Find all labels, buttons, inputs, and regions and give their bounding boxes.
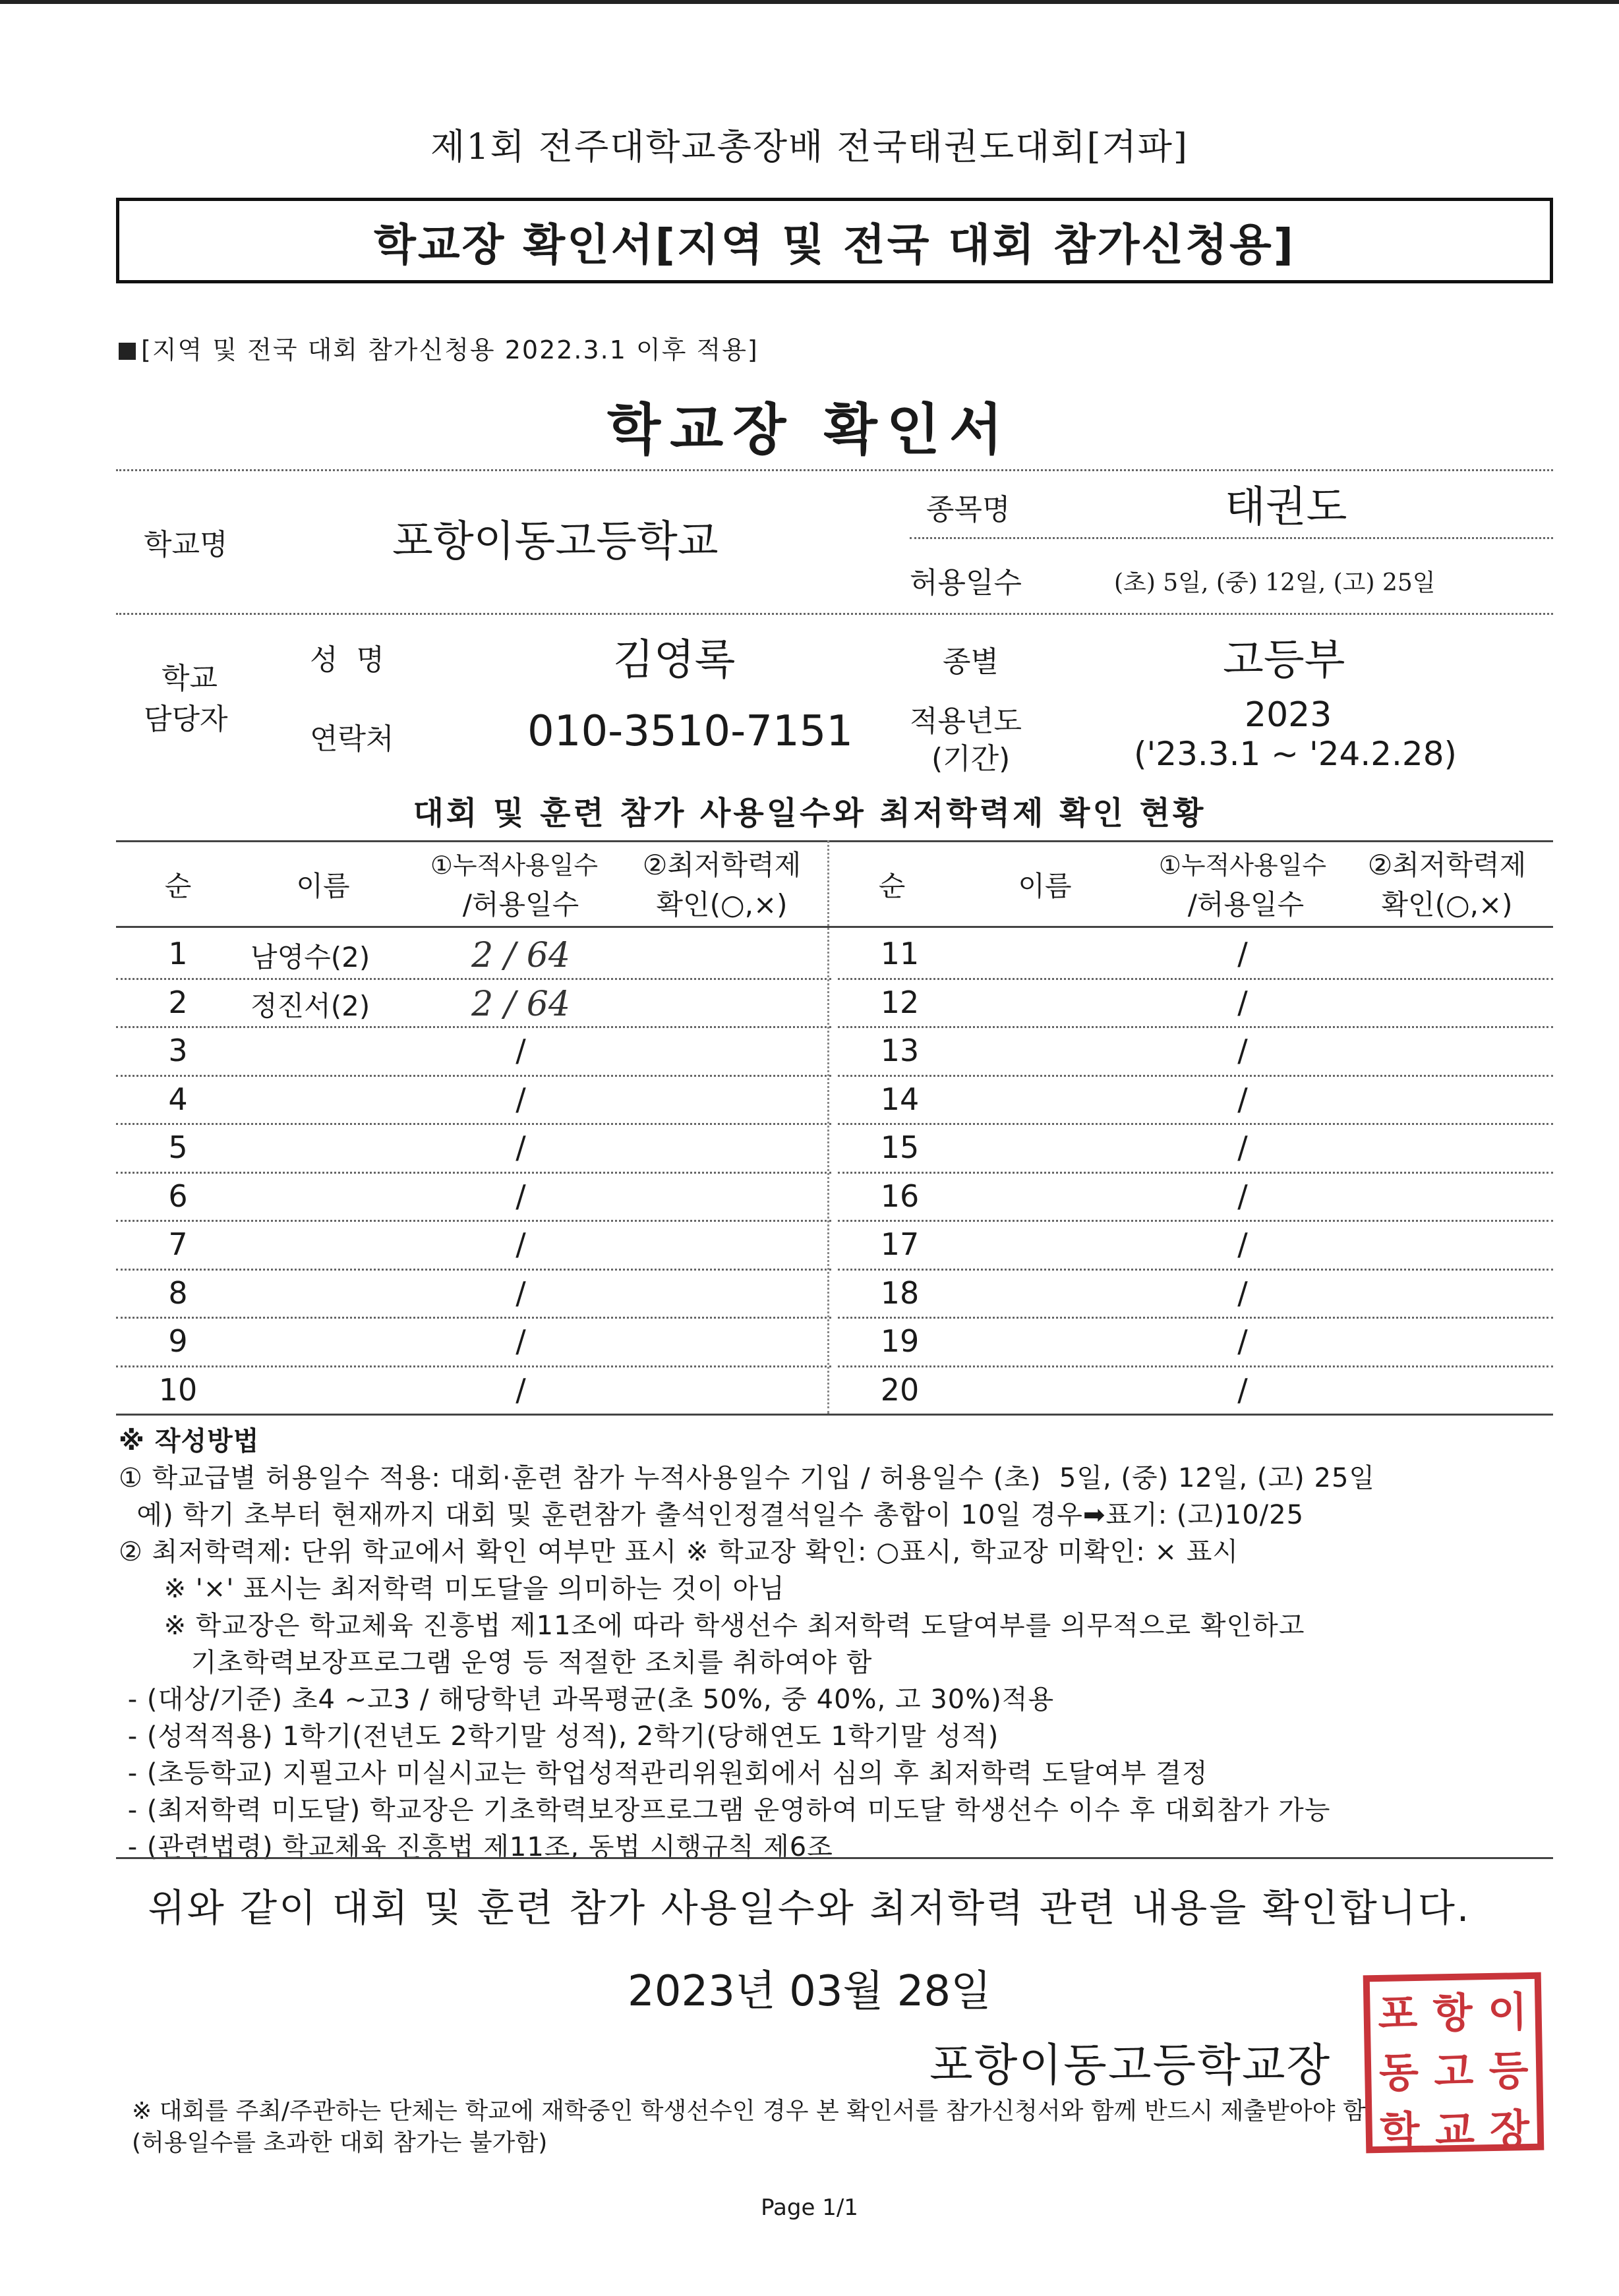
row-order: 13 [880, 1033, 920, 1068]
row-divider [116, 1075, 831, 1077]
row-days-used: / [1237, 1226, 1248, 1262]
square-bullet-icon [119, 343, 136, 360]
row-days-used: / [1237, 1130, 1248, 1165]
row-divider [838, 1075, 1553, 1077]
divider [116, 613, 1553, 615]
note-line: ※ 학교장은 학교체육 진흥법 제11조에 따라 학생선수 최저학력 도달여부를 의무적으로 확인하고 [119, 1611, 1305, 1641]
apply-note [119, 330, 759, 366]
manager-name-label: 성 명 [310, 643, 384, 677]
row-days-used: / [1237, 1178, 1248, 1214]
note-line: - (대상/기준) 초4 ~고3 / 해당학년 과목평균(초 50%, 중 40%, 고 30%)적용 [119, 1684, 1055, 1715]
note-line: ① 학교급별 허용일수 적용: 대회·훈련 참가 누적사용일수 기입 / 허용일수 (초) 5일, (중) 12일, (고) 25일 [119, 1463, 1376, 1493]
row-student-name: 남영수(2) [250, 941, 370, 973]
table-top-border [116, 840, 1553, 842]
row-order: 20 [880, 1371, 920, 1408]
header-check-line1: ②최저학력제 [1367, 849, 1527, 881]
row-order: 14 [880, 1081, 920, 1117]
row-divider [116, 978, 831, 980]
allowed-days-label: 허용일수 [910, 566, 1022, 600]
header-check-line2: 확인(○,×) [656, 888, 788, 921]
category-label: 종별 [943, 645, 999, 679]
row-order: 3 [168, 1033, 188, 1068]
allowed-days-value: (초) 5일, (중) 12일, (고) 25일 [1114, 569, 1436, 596]
row-divider [838, 1220, 1553, 1222]
row-days-used: / [515, 1178, 526, 1214]
header-order: 순 [878, 870, 906, 902]
period-value: ('23.3.1 ~ '24.2.28) [1134, 735, 1457, 773]
row-days-used: / [1237, 1323, 1248, 1359]
row-divider [838, 1269, 1553, 1271]
sport-value: 태권도 [1225, 483, 1347, 532]
note-line: - (최저학력 미도달) 학교장은 기초학력보장프로그램 운영하여 미도달 학생선수 이수 후 대회참가 가능 [119, 1795, 1331, 1825]
row-divider [116, 1220, 831, 1222]
row-order: 15 [880, 1130, 920, 1165]
form-title: 학교장 확인서 [606, 397, 1013, 462]
row-divider [116, 1123, 831, 1125]
year-label-line1: 적용년도 [910, 704, 1022, 738]
header-check-line2: 확인(○,×) [1381, 888, 1513, 921]
page-number: Page 1/1 [761, 2195, 858, 2221]
header-order: 순 [164, 870, 192, 902]
confirmation-statement: 위와 같이 대회 및 훈련 참가 사용일수와 최저학력 관련 내용을 확인합니다. [148, 1885, 1471, 1930]
row-order: 17 [880, 1226, 920, 1262]
contact-value: 010-3510-7151 [527, 707, 854, 756]
apply-note-text: [지역 및 전국 대회 참가신청용 2022.3.1 이후 적용] [141, 335, 759, 364]
row-divider [838, 978, 1553, 980]
contact-label: 연락처 [310, 722, 394, 756]
row-divider [116, 1365, 831, 1367]
competition-title: 제1회 전주대학교총장배 전국태권도대회[겨파] [430, 126, 1189, 167]
document-title-box [116, 198, 1553, 283]
top-border [0, 0, 1619, 4]
row-order: 11 [880, 936, 920, 971]
row-order: 7 [168, 1226, 188, 1262]
header-name: 이름 [296, 870, 350, 902]
divider [910, 537, 1553, 539]
row-order: 1 [168, 936, 188, 971]
row-days-used: / [515, 1033, 526, 1068]
row-days-used: / [515, 1275, 526, 1311]
note-line: - (관련법령) 학교체육 진흥법 제11조, 동법 시행규칙 제6조 [119, 1832, 833, 1862]
row-days-used: / [1237, 984, 1248, 1020]
note-line: ※ '×' 표시는 최저학력 미도달을 의미하는 것이 아님 [119, 1574, 785, 1604]
row-days-used: / [515, 1130, 526, 1165]
header-days-line1: ①누적사용일수 [1158, 851, 1327, 880]
school-name: 포항이동고등학교 [392, 517, 719, 566]
row-divider [838, 1172, 1553, 1174]
note-line: - (성적적용) 1학기(전년도 2학기말 성적), 2학기(당해연도 1학기말 성적) [119, 1721, 999, 1752]
row-order: 4 [168, 1081, 188, 1117]
row-order: 12 [880, 984, 920, 1020]
row-order: 6 [168, 1178, 188, 1214]
header-days-line1: ①누적사용일수 [430, 851, 599, 880]
row-divider [116, 1317, 831, 1319]
row-days-used: / [515, 1081, 526, 1117]
row-days-used: / [515, 1371, 526, 1408]
manager-name: 김영록 [613, 636, 736, 685]
year-value: 2023 [1245, 695, 1332, 735]
row-student-name: 정진서(2) [250, 989, 370, 1022]
row-days-used: / [515, 1323, 526, 1359]
row-order: 19 [880, 1323, 920, 1359]
issue-date: 2023년 03월 28일 [628, 1967, 991, 2016]
document-title: 학교장 확인서[지역 및 전국 대회 참가신청용] [374, 219, 1295, 270]
row-days-used: / [1237, 1371, 1248, 1408]
sport-label: 종목명 [926, 493, 1011, 527]
notes-heading: ※ 작성방법 [119, 1426, 260, 1456]
row-order: 10 [158, 1371, 198, 1408]
row-days-used: / [1237, 1033, 1248, 1068]
table-header-divider [116, 926, 1553, 928]
row-order: 5 [168, 1130, 188, 1165]
row-days-used: / [1237, 1081, 1248, 1117]
note-line: 기초학력보장프로그램 운영 등 적절한 조치를 취하여야 함 [119, 1648, 873, 1678]
divider [116, 1857, 1553, 1859]
row-days-used: 2 / 64 [471, 984, 570, 1024]
row-order: 16 [880, 1178, 920, 1214]
principal-signature-line: 포항이동고등학교장 [929, 2040, 1332, 2092]
school-name-label: 학교명 [144, 528, 228, 561]
table-bottom-border [116, 1414, 1553, 1416]
row-days-used: / [1237, 1275, 1248, 1311]
row-divider [838, 1317, 1553, 1319]
row-days-used: / [1237, 936, 1248, 971]
row-divider [116, 1269, 831, 1271]
footnote-line1: ※ 대회를 주최/주관하는 단체는 학교에 재학중인 학생선수인 경우 본 확인서를 참가신청서와 함께 반드시 제출받아야 함 [132, 2098, 1366, 2125]
note-line: 예) 학기 초부터 현재까지 대회 및 훈련참가 출석인정결석일수 총합이 10일 경우➡표기: (고)10/25 [119, 1500, 1305, 1530]
row-divider [116, 1026, 831, 1028]
header-name: 이름 [1018, 870, 1072, 902]
row-divider [116, 1172, 831, 1174]
row-order: 8 [168, 1275, 188, 1311]
note-line: - (초등학교) 지필고사 미실시교는 학업성적관리위원회에서 심의 후 최저학력 도달여부 결정 [119, 1758, 1208, 1789]
divider [116, 469, 1553, 471]
official-seal-stamp: 포 항 이 동 고 등 학 교 장 [1363, 1972, 1545, 2154]
footnote [132, 2096, 1366, 2159]
row-order: 18 [880, 1275, 920, 1311]
row-order: 9 [168, 1323, 188, 1359]
row-divider [838, 1365, 1553, 1367]
note-line: ② 최저학력제: 단위 학교에서 확인 여부만 표시 ※ 학교장 확인: ○표시, 학교장 미확인: × 표시 [119, 1537, 1239, 1567]
year-label-line2: (기간) [931, 742, 1011, 776]
header-days-line2: /허용일수 [1187, 888, 1305, 921]
row-divider [838, 1026, 1553, 1028]
row-days-used: / [515, 1226, 526, 1262]
section-title: 대회 및 훈련 참가 사용일수와 최저학력제 확인 현황 [413, 795, 1206, 832]
manager-label-line2: 담당자 [144, 703, 228, 736]
manager-label-line1: 학교 [162, 662, 218, 695]
header-check-line1: ②최저학력제 [642, 849, 802, 881]
category-value: 고등부 [1223, 636, 1345, 685]
header-days-line2: /허용일수 [462, 888, 579, 921]
row-days-used: 2 / 64 [471, 936, 570, 975]
row-order: 2 [168, 984, 188, 1020]
row-divider [838, 1123, 1553, 1125]
footnote-line2: (허용일수를 초과한 대회 참가는 불가함) [132, 2129, 548, 2156]
